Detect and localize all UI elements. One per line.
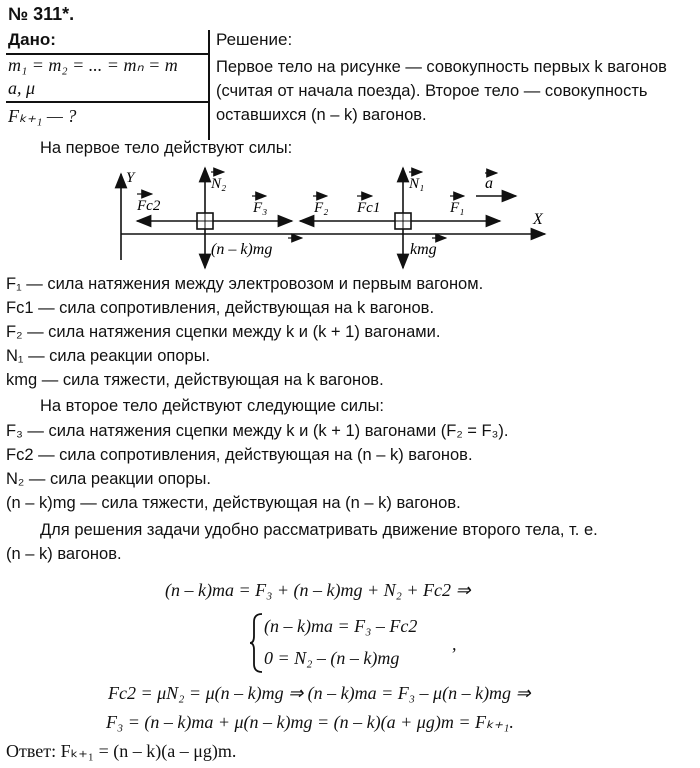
- f2-label: F₂: [314, 200, 329, 216]
- definition-n1: N₁ — сила реакции опоры.: [6, 347, 211, 365]
- forces-first-intro: На первое тело действуют силы:: [40, 139, 293, 157]
- given-a-mu: a, μ: [8, 78, 36, 98]
- solution-intro: Первое тело на рисунке — совокупность первых k вагонов (считая от начала поезда). Второе тело — совокупность оставшихся (n – k) вагонов.: [216, 58, 667, 124]
- nkmg-label: (n – k)mg: [211, 241, 273, 258]
- given-heading: Дано:: [8, 30, 56, 49]
- acceleration-label: a: [485, 175, 493, 192]
- x-axis-label: X: [533, 211, 543, 228]
- system-brace: [250, 612, 264, 674]
- force-diagram: [0, 160, 700, 272]
- definition-n2: N₂ — сила реакции опоры.: [6, 470, 211, 488]
- definition-fc1: Fc1 — сила сопротивления, действующая на k вагонов.: [6, 299, 435, 317]
- given-solution-separator: [208, 30, 210, 140]
- problem-number: № 311*.: [8, 4, 75, 24]
- system-line-2: 0 = N₂ – (n – k)mg: [264, 648, 400, 668]
- n2-label: N₂: [211, 176, 227, 192]
- y-axis-label: Y: [126, 170, 135, 186]
- kmg-label: kmg: [410, 241, 437, 258]
- fc1-label: Fc1: [357, 200, 381, 216]
- f3-equation: F₃ = (n – k)ma + μ(n – k)mg = (n – k)(a + μg)m = Fₖ₊₁.: [106, 712, 514, 732]
- forces-second-intro: На второе тело действуют следующие силы:: [40, 397, 384, 415]
- given-divider-bottom: [6, 101, 208, 103]
- fc2-label: Fc2: [137, 198, 161, 214]
- system-comma: ,: [452, 634, 457, 654]
- system-line-1: (n – k)ma = F₃ – Fc2: [264, 616, 418, 636]
- method-line-2: (n – k) вагонов.: [6, 545, 122, 563]
- definition-f2: F₂ — сила натяжения сцепки между k и (k + 1) вагонами.: [6, 323, 441, 341]
- definition-f1: F₁ — сила натяжения между электровозом и первым вагоном.: [6, 275, 484, 293]
- f3-label: F₃: [253, 200, 268, 216]
- definition-nkmg: (n – k)mg — сила тяжести, действующая на (n – k) вагонов.: [6, 494, 461, 512]
- n1-label: N₁: [409, 176, 425, 192]
- definition-f3: F₃ — сила натяжения сцепки между k и (k + 1) вагонами (F₂ = F₃).: [6, 422, 509, 440]
- fc2-equation: Fc2 = μN₂ = μ(n – k)mg ⇒ (n – k)ma = F₃ – μ(n – k)mg ⇒: [108, 683, 531, 703]
- given-masses: m₁ = m₂ = ... = mₙ = m: [8, 55, 178, 75]
- vector-equation: (n – k)ma = F₃ + (n – k)mg + N₂ + Fc2 ⇒: [165, 580, 471, 600]
- method-line-1: Для решения задачи удобно рассматривать движение второго тела, т. е.: [40, 521, 598, 539]
- answer: Ответ: Fₖ₊₁ = (n – k)(a – μg)m.: [6, 741, 237, 761]
- f1-label: F₁: [450, 200, 465, 216]
- definition-kmg: kmg — сила тяжести, действующая на k вагонов.: [6, 371, 384, 389]
- solution-heading: Решение:: [216, 30, 293, 49]
- definition-fc2: Fc2 — сила сопротивления, действующая на (n – k) вагонов.: [6, 446, 473, 464]
- find-quantity: Fₖ₊₁ — ?: [8, 106, 77, 126]
